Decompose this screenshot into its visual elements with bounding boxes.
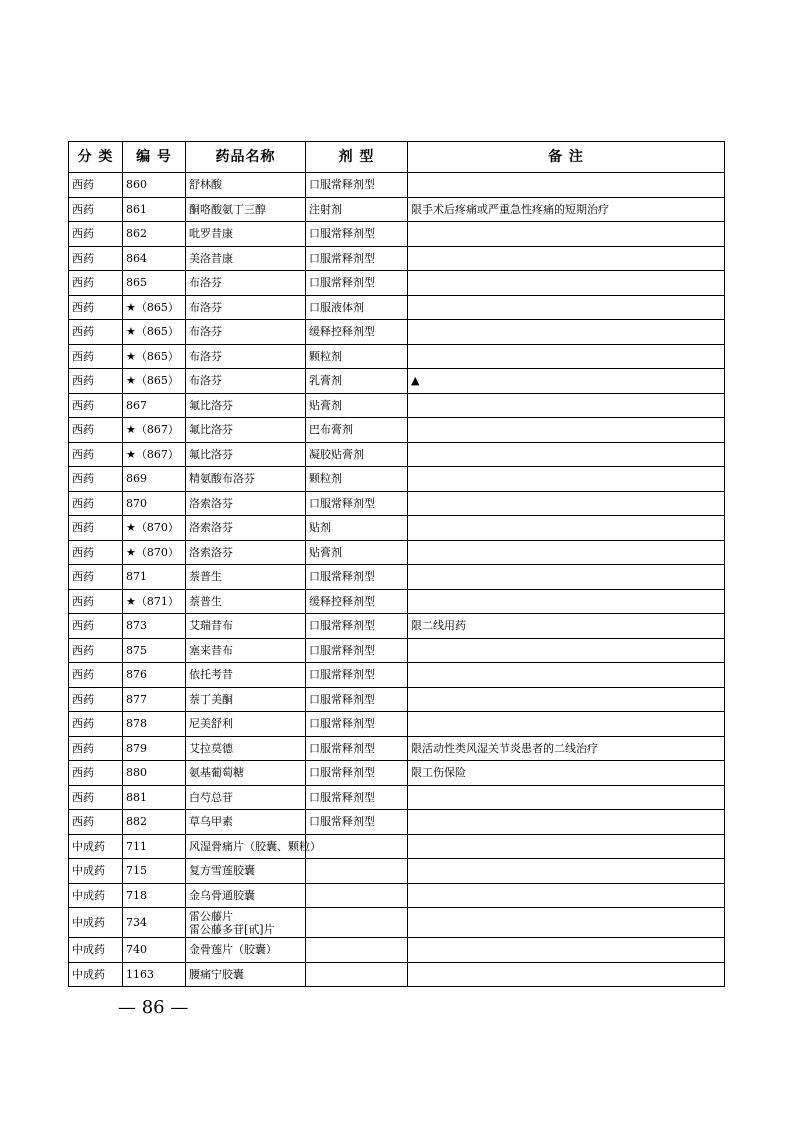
drug-name-cell: 艾瑞昔布 <box>186 614 306 639</box>
table-header-row <box>69 142 725 173</box>
remarks-cell <box>408 938 725 963</box>
remarks-cell <box>408 834 725 859</box>
dosage-form-cell: 口服常释剂型 <box>306 638 408 663</box>
dosage-form-cell: 口服常释剂型 <box>306 246 408 271</box>
number-cell: 879 <box>123 736 186 761</box>
category-cell: 西药 <box>69 589 123 614</box>
table-row <box>69 565 725 590</box>
remarks-cell <box>408 589 725 614</box>
category-cell: 西药 <box>69 320 123 345</box>
number-cell: ★（867） <box>123 418 186 443</box>
remarks-cell <box>408 271 725 296</box>
drug-name-cell: 金乌骨通胶囊 <box>186 883 306 908</box>
remarks-cell <box>408 859 725 884</box>
remarks-cell <box>408 320 725 345</box>
category-cell: 中成药 <box>69 962 123 987</box>
remarks-cell <box>408 663 725 688</box>
number-cell: 867 <box>123 393 186 418</box>
number-cell: 862 <box>123 222 186 247</box>
category-cell: 西药 <box>69 271 123 296</box>
category-cell: 西药 <box>69 736 123 761</box>
table-row <box>69 614 725 639</box>
drug-name-cell: 氟比洛芬 <box>186 442 306 467</box>
remarks-cell <box>408 418 725 443</box>
number-cell: 865 <box>123 271 186 296</box>
number-cell: 876 <box>123 663 186 688</box>
number-cell: 869 <box>123 467 186 492</box>
dosage-form-cell: 口服常释剂型 <box>306 785 408 810</box>
category-cell: 西药 <box>69 810 123 835</box>
category-cell: 西药 <box>69 540 123 565</box>
category-cell: 西药 <box>69 344 123 369</box>
table-row <box>69 938 725 963</box>
drug-name-cell: 洛索洛芬 <box>186 540 306 565</box>
category-cell: 西药 <box>69 173 123 198</box>
table-row <box>69 442 725 467</box>
header-number: 编 号 <box>123 142 186 173</box>
number-cell: 715 <box>123 859 186 884</box>
category-cell: 西药 <box>69 687 123 712</box>
category-cell: 西药 <box>69 197 123 222</box>
remarks-cell <box>408 344 725 369</box>
table-row <box>69 222 725 247</box>
remarks-cell <box>408 246 725 271</box>
drug-name-cell: 美洛昔康 <box>186 246 306 271</box>
remarks-cell <box>408 393 725 418</box>
category-cell: 西药 <box>69 369 123 394</box>
dosage-form-cell: 贴膏剂 <box>306 393 408 418</box>
remarks-cell: 限手术后疼痛或严重急性疼痛的短期治疗 <box>408 197 725 222</box>
number-cell: 877 <box>123 687 186 712</box>
category-cell: 西药 <box>69 467 123 492</box>
dosage-form-cell: 颗粒剂 <box>306 467 408 492</box>
remarks-cell <box>408 712 725 737</box>
category-cell: 中成药 <box>69 883 123 908</box>
dosage-form-cell: 口服常释剂型 <box>306 687 408 712</box>
number-cell: 875 <box>123 638 186 663</box>
dosage-form-cell: 口服常释剂型 <box>306 173 408 198</box>
number-cell: 873 <box>123 614 186 639</box>
table-row <box>69 173 725 198</box>
drug-name-cell: 萘普生 <box>186 565 306 590</box>
number-cell: 718 <box>123 883 186 908</box>
remarks-cell: 限二线用药 <box>408 614 725 639</box>
number-cell: 880 <box>123 761 186 786</box>
dosage-form-cell: 凝胶贴膏剂 <box>306 442 408 467</box>
number-cell: 740 <box>123 938 186 963</box>
number-cell: ★（867） <box>123 442 186 467</box>
number-cell: ★（870） <box>123 516 186 541</box>
table-row <box>69 810 725 835</box>
table-row <box>69 393 725 418</box>
dosage-form-cell: 颗粒剂 <box>306 344 408 369</box>
table-row <box>69 663 725 688</box>
table-row <box>69 369 725 394</box>
dosage-form-cell: 口服常释剂型 <box>306 663 408 688</box>
category-cell: 西药 <box>69 222 123 247</box>
category-cell: 西药 <box>69 393 123 418</box>
remarks-cell <box>408 295 725 320</box>
dosage-form-cell: 口服常释剂型 <box>306 736 408 761</box>
dosage-form-cell: 巴布膏剂 <box>306 418 408 443</box>
category-cell: 中成药 <box>69 938 123 963</box>
dosage-form-cell: 乳膏剂 <box>306 369 408 394</box>
table-row <box>69 883 725 908</box>
page-number: — 86 — <box>118 997 189 1018</box>
category-cell: 西药 <box>69 638 123 663</box>
category-cell: 西药 <box>69 565 123 590</box>
dosage-form-cell: 口服常释剂型 <box>306 271 408 296</box>
remarks-cell: 限工伤保险 <box>408 761 725 786</box>
table-row <box>69 785 725 810</box>
category-cell: 中成药 <box>69 834 123 859</box>
remarks-cell <box>408 638 725 663</box>
drug-name-cell: 草乌甲素 <box>186 810 306 835</box>
drug-name-cell: 布洛芬 <box>186 369 306 394</box>
drug-name-cell: 布洛芬 <box>186 344 306 369</box>
category-cell: 西药 <box>69 418 123 443</box>
drug-name-cell: 依托考昔 <box>186 663 306 688</box>
remarks-cell <box>408 173 725 198</box>
table-row <box>69 516 725 541</box>
dosage-form-cell: 口服常释剂型 <box>306 761 408 786</box>
drug-name-cell: 洛索洛芬 <box>186 516 306 541</box>
drug-name-cell: 布洛芬 <box>186 320 306 345</box>
drug-name-cell: 舒林酸 <box>186 173 306 198</box>
category-cell: 西药 <box>69 712 123 737</box>
table-row <box>69 908 725 938</box>
header-dosage-form: 剂 型 <box>306 142 408 173</box>
drug-name-cell: 吡罗昔康 <box>186 222 306 247</box>
category-cell: 西药 <box>69 761 123 786</box>
drug-name-cell: 布洛芬 <box>186 295 306 320</box>
dosage-form-cell <box>306 938 408 963</box>
drug-name-cell: 塞来昔布 <box>186 638 306 663</box>
dosage-form-cell: 注射剂 <box>306 197 408 222</box>
drug-name-cell: 布洛芬 <box>186 271 306 296</box>
remarks-cell <box>408 222 725 247</box>
table-body <box>69 173 725 987</box>
table-row <box>69 589 725 614</box>
table-row <box>69 271 725 296</box>
dosage-form-cell: 口服常释剂型 <box>306 810 408 835</box>
drug-name-cell: 酮咯酸氨丁三醇 <box>186 197 306 222</box>
dosage-form-cell: 缓释控释剂型 <box>306 320 408 345</box>
dosage-form-cell: 缓释控释剂型 <box>306 589 408 614</box>
table-row <box>69 295 725 320</box>
number-cell: ★（865） <box>123 344 186 369</box>
remarks-cell <box>408 565 725 590</box>
number-cell: ★（865） <box>123 295 186 320</box>
table-row <box>69 491 725 516</box>
drug-name-cell: 精氨酸布洛芬 <box>186 467 306 492</box>
drug-name-cell: 白芍总苷 <box>186 785 306 810</box>
drug-name-cell: 氟比洛芬 <box>186 418 306 443</box>
number-cell: 870 <box>123 491 186 516</box>
dosage-form-cell: 口服常释剂型 <box>306 614 408 639</box>
category-cell: 西药 <box>69 785 123 810</box>
header-remarks: 备 注 <box>408 142 725 173</box>
drug-name-cell: 氨基葡萄糖 <box>186 761 306 786</box>
remarks-cell <box>408 962 725 987</box>
drug-name-cell: 金骨莲片（胶囊） <box>186 938 306 963</box>
dosage-form-cell: 口服液体剂 <box>306 295 408 320</box>
remarks-cell <box>408 908 725 938</box>
header-category: 分 类 <box>69 142 123 173</box>
remarks-cell <box>408 442 725 467</box>
table-row <box>69 320 725 345</box>
category-cell: 西药 <box>69 516 123 541</box>
number-cell: 878 <box>123 712 186 737</box>
drug-name-line: 雷公藤多苷[甙]片 <box>189 922 275 936</box>
dosage-form-cell: 口服常释剂型 <box>306 222 408 247</box>
category-cell: 西药 <box>69 295 123 320</box>
dosage-form-cell: 贴膏剂 <box>306 540 408 565</box>
drug-name-cell: 尼美舒利 <box>186 712 306 737</box>
category-cell: 中成药 <box>69 859 123 884</box>
dosage-form-cell <box>306 908 408 938</box>
table-row <box>69 344 725 369</box>
number-cell: ★（871） <box>123 589 186 614</box>
drug-name-cell: 氟比洛芬 <box>186 393 306 418</box>
number-cell: ★（865） <box>123 320 186 345</box>
remarks-cell <box>408 516 725 541</box>
table-row <box>69 246 725 271</box>
remarks-cell <box>408 687 725 712</box>
number-cell: ★（870） <box>123 540 186 565</box>
dosage-form-cell: 贴剂 <box>306 516 408 541</box>
category-cell: 西药 <box>69 614 123 639</box>
remarks-cell <box>408 785 725 810</box>
drug-list-table <box>68 141 725 987</box>
number-cell: 711 <box>123 834 186 859</box>
table-row <box>69 736 725 761</box>
number-cell: 734 <box>123 908 186 938</box>
dosage-form-cell <box>306 859 408 884</box>
table-row <box>69 962 725 987</box>
remarks-cell <box>408 540 725 565</box>
table-row <box>69 859 725 884</box>
remarks-cell: 限活动性类风湿关节炎患者的二线治疗 <box>408 736 725 761</box>
number-cell: 1163 <box>123 962 186 987</box>
category-cell: 中成药 <box>69 908 123 938</box>
number-cell: 871 <box>123 565 186 590</box>
table-row <box>69 540 725 565</box>
drug-name-cell: 萘丁美酮 <box>186 687 306 712</box>
dosage-form-cell: 口服常释剂型 <box>306 712 408 737</box>
dosage-form-cell: 口服常释剂型 <box>306 565 408 590</box>
category-cell: 西药 <box>69 442 123 467</box>
drug-name-cell: 复方雪莲胶囊 <box>186 859 306 884</box>
table-row <box>69 687 725 712</box>
remarks-cell <box>408 810 725 835</box>
drug-name-cell: 洛索洛芬 <box>186 491 306 516</box>
table-row <box>69 834 725 859</box>
drug-name-cell: 萘普生 <box>186 589 306 614</box>
dosage-form-cell: 口服常释剂型 <box>306 491 408 516</box>
drug-name-cell: 腰痛宁胶囊 <box>186 962 306 987</box>
drug-name-line: 雷公藤片 <box>189 909 233 923</box>
table-row <box>69 418 725 443</box>
remarks-cell <box>408 883 725 908</box>
category-cell: 西药 <box>69 491 123 516</box>
number-cell: 861 <box>123 197 186 222</box>
table-row <box>69 467 725 492</box>
category-cell: 西药 <box>69 663 123 688</box>
remarks-cell <box>408 491 725 516</box>
number-cell: 860 <box>123 173 186 198</box>
dosage-form-cell <box>306 883 408 908</box>
category-cell: 西药 <box>69 246 123 271</box>
table-row <box>69 197 725 222</box>
remarks-cell: ▲ <box>408 369 725 394</box>
table-row <box>69 712 725 737</box>
number-cell: ★（865） <box>123 369 186 394</box>
header-drug-name: 药品名称 <box>186 142 306 173</box>
number-cell: 882 <box>123 810 186 835</box>
table-row <box>69 761 725 786</box>
table-row <box>69 638 725 663</box>
drug-name-cell <box>186 908 306 938</box>
drug-name-cell: 艾拉莫德 <box>186 736 306 761</box>
remarks-cell <box>408 467 725 492</box>
number-cell: 864 <box>123 246 186 271</box>
dosage-form-cell <box>306 962 408 987</box>
drug-name-cell: 风湿骨痛片（胶囊、颗粒） <box>186 834 306 859</box>
number-cell: 881 <box>123 785 186 810</box>
